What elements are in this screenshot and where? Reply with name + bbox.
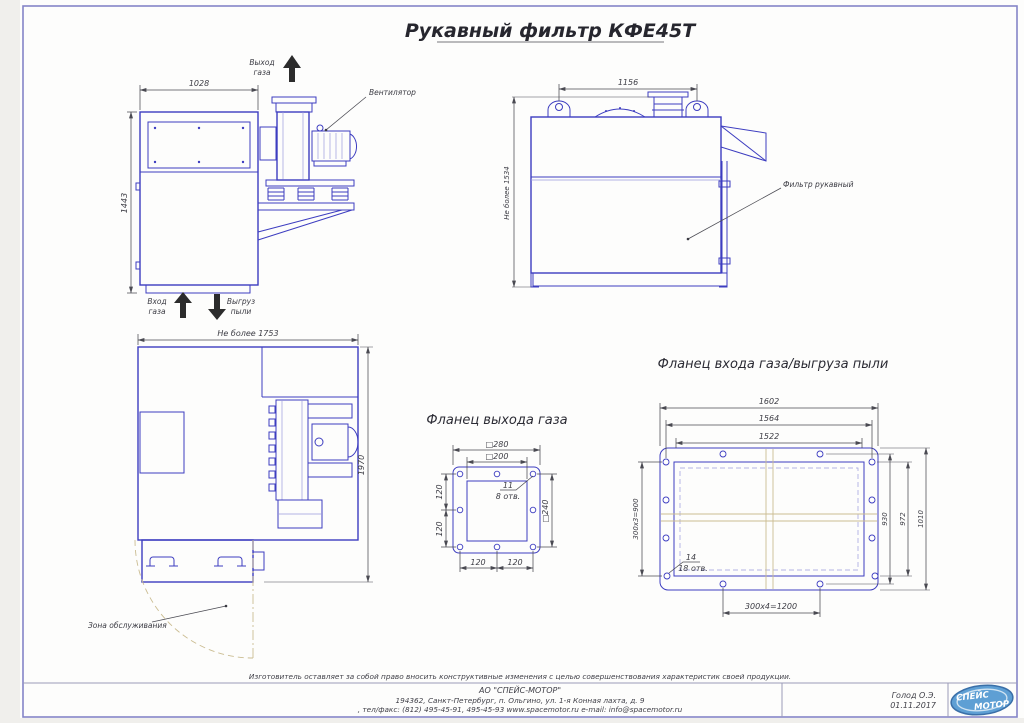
label-gas-in-1: Вход: [147, 297, 167, 306]
dim-flange-out-outer: □280: [485, 440, 509, 449]
label-gas-out-1: Выход: [249, 58, 275, 67]
dim-flange-in-bottom: 300х4=1200: [744, 602, 798, 611]
author-name: Голод О.Э.: [891, 691, 936, 700]
page-title: Рукавный фильтр КФЕ45Т: [404, 20, 696, 42]
flange-in-title: Фланец входа газа/выгруза пыли: [657, 357, 889, 372]
view-side: [120, 55, 416, 320]
dim-flange-in-right2: 972: [899, 512, 907, 526]
sheet-margin-bottom: [0, 718, 1024, 723]
logo-text-bottom: МОТОР: [973, 699, 1010, 713]
dim-flange-in-left: 300х3=900: [632, 498, 640, 540]
title-block: [23, 672, 1017, 718]
view-flange-out: [426, 413, 567, 572]
disclaimer-text: Изготовитель оставляет за собой право вносить конструктивные изменения с целью совершенствования характеристик своей продукции.: [248, 672, 792, 681]
note-flange-in-count: 18 отв.: [678, 564, 708, 573]
gas-out-arrow: [283, 55, 301, 82]
label-service-zone: Зона обслуживания: [88, 621, 167, 630]
logo-text-top: СПЕЙС: [955, 690, 990, 704]
dim-flange-out-inner: □200: [485, 452, 509, 461]
label-gas-in-2: газа: [148, 307, 166, 316]
note-flange-out-dia: 11: [502, 481, 514, 490]
dust-out-arrow: [208, 294, 226, 320]
dim-flange-out-left2: 120: [435, 521, 444, 537]
view-flange-in: [632, 357, 930, 617]
dim-top-depth: 1970: [357, 454, 366, 476]
note-flange-out-count: 8 отв.: [495, 492, 521, 501]
label-dust-2: пыли: [230, 307, 252, 316]
view-top: [88, 329, 373, 660]
dim-flange-out-right: □240: [541, 499, 550, 523]
company-name: АО "СПЕЙС-МОТОР": [479, 686, 561, 695]
label-fan: Вентилятор: [369, 88, 416, 97]
dim-flange-in-top1: 1602: [758, 397, 780, 406]
dim-side-height: 1443: [120, 192, 129, 214]
label-dust-1: Выгруз: [226, 297, 256, 306]
note-flange-in-dia: 14: [685, 553, 697, 562]
dim-flange-in-right3: 1010: [917, 510, 925, 528]
gas-in-arrow: [174, 292, 192, 318]
dim-flange-in-top3: 1522: [758, 432, 780, 441]
dim-flange-in-right1: 930: [881, 512, 889, 526]
dim-flange-out-bottom1: 120: [470, 558, 486, 567]
dim-front-height: Не более 1534: [503, 166, 511, 220]
flange-out-title: Фланец выхода газа: [426, 413, 568, 428]
drawing-date: 01.11.2017: [890, 701, 936, 710]
sheet-margin-left: [0, 0, 20, 723]
dim-flange-out-bottom2: 120: [507, 558, 523, 567]
dim-flange-out-left1: 120: [435, 484, 444, 500]
label-filter: Фильтр рукавный: [783, 180, 854, 189]
title-block-top: [405, 20, 697, 42]
company-address: 194362, Санкт-Петербург, п. Ольгино, ул. 1-я Конная лахта, д. 9: [395, 696, 645, 705]
dim-front-width: 1156: [617, 78, 639, 87]
company-contacts: , тел/факс: (812) 495-45-91, 495-45-93 www.spacemotor.ru e-mail: info@spacemotor.ru: [357, 705, 683, 714]
company-logo: [950, 682, 1015, 717]
view-front: [503, 78, 854, 287]
dim-top-width: Не более 1753: [217, 329, 279, 338]
dim-side-width: 1028: [188, 79, 210, 88]
dim-flange-in-top2: 1564: [758, 414, 780, 423]
label-gas-out-2: газа: [253, 68, 271, 77]
